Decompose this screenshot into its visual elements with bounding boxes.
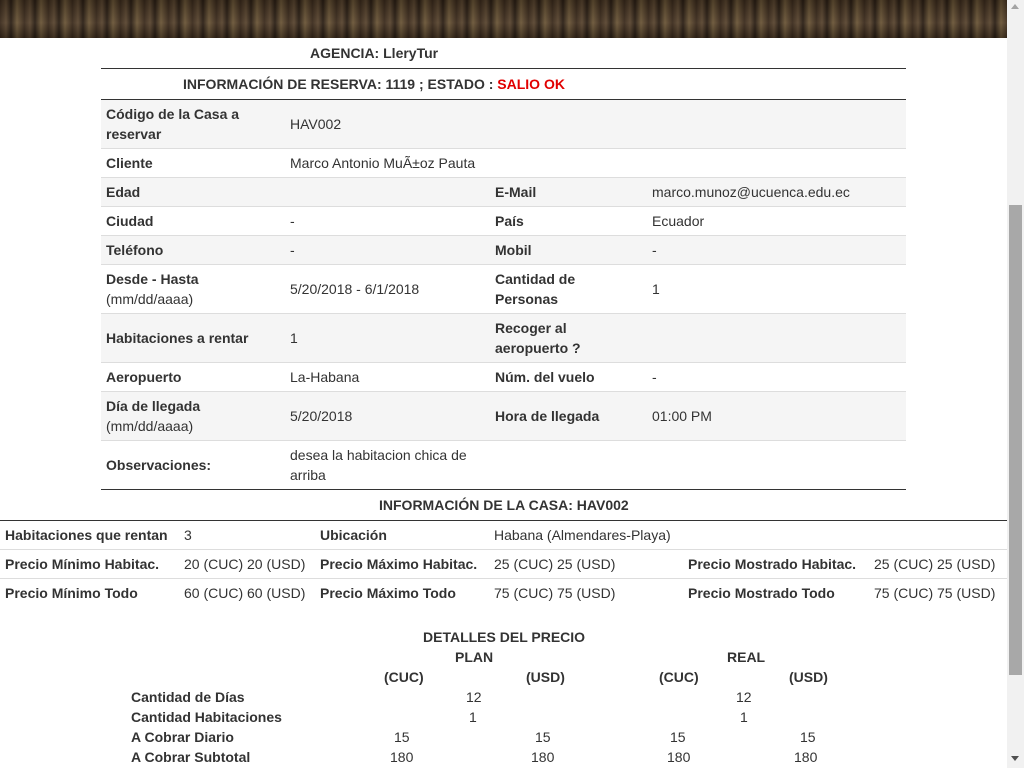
price-value: 12: [736, 689, 752, 705]
field-value: Ecuador: [647, 207, 906, 236]
field-value: 5/20/2018: [285, 392, 490, 441]
field-value: Marco Antonio MuÃ±oz Pauta: [285, 149, 906, 178]
field-label: Hora de llegada: [490, 392, 647, 441]
price-value: 180: [531, 749, 555, 765]
price-value: 1: [469, 709, 477, 725]
field-value: -: [647, 236, 906, 265]
real-cuc-header: (CUC): [659, 669, 699, 685]
price-row-label: A Cobrar Subtotal: [131, 749, 251, 765]
real-usd-header: (USD): [789, 669, 828, 685]
field-sublabel: (mm/dd/aaaa): [106, 291, 194, 307]
plan-usd-header: (USD): [526, 669, 565, 685]
field-value: [285, 178, 490, 207]
field-label: Precio Mínimo Habitac.: [0, 550, 179, 579]
table-row: [101, 265, 906, 314]
field-value: 20 (CUC) 20 (USD): [179, 550, 315, 579]
scrollbar-thumb[interactable]: [1009, 205, 1022, 675]
price-value: 180: [667, 749, 691, 765]
field-label: Ciudad: [101, 207, 285, 236]
table-row: [0, 579, 1007, 608]
field-label: [101, 392, 285, 441]
table-row: [0, 550, 1007, 579]
price-value: 180: [794, 749, 818, 765]
field-label-text: Desde - Hasta: [106, 271, 199, 287]
field-value: 25 (CUC) 25 (USD): [489, 550, 683, 579]
reservation-table: [101, 100, 906, 489]
vertical-scrollbar[interactable]: [1007, 0, 1024, 768]
field-label: E-Mail: [490, 178, 647, 207]
field-label: Precio Máximo Todo: [315, 579, 489, 608]
field-value: 1: [647, 265, 906, 314]
table-row: [0, 521, 1007, 550]
reservation-title-prefix: INFORMACIÓN DE RESERVA: 1119 ; ESTADO :: [183, 76, 494, 92]
field-label: Observaciones:: [101, 441, 285, 490]
field-label: Cliente: [101, 149, 285, 178]
field-value: 1: [285, 314, 490, 363]
price-row-label: Cantidad de Días: [131, 689, 245, 705]
field-label: Habitaciones que rentan: [5, 527, 168, 543]
plan-cuc-header: (CUC): [384, 669, 424, 685]
table-row: [101, 178, 906, 207]
field-label: Cantidad de Personas: [490, 265, 647, 314]
field-label: Precio Mostrado Todo: [683, 579, 869, 608]
field-sublabel: (mm/dd/aaaa): [106, 418, 194, 434]
field-value: La-Habana: [285, 363, 490, 392]
field-value: [647, 314, 906, 363]
table-row: [101, 392, 906, 441]
status-badge: SALIO OK: [497, 76, 565, 92]
reservation-title: [183, 76, 565, 92]
field-label-text: Día de llegada: [106, 398, 201, 414]
field-label: Recoger al aeropuerto ?: [490, 314, 647, 363]
field-value: desea la habitacion chica de arriba: [285, 441, 490, 490]
field-value: 75 (CUC) 75 (USD): [489, 579, 683, 608]
field-value: -: [285, 207, 490, 236]
field-value: marco.munoz@ucuenca.edu.ec: [647, 178, 906, 207]
price-value: 15: [670, 729, 686, 745]
field-label: Precio Mínimo Todo: [0, 579, 179, 608]
agency-label: AGENCIA:: [310, 45, 380, 61]
field-label: Mobil: [490, 236, 647, 265]
field-label: Código de la Casa a reservar: [101, 100, 285, 149]
table-row: [101, 236, 906, 265]
empty-cell: [490, 441, 906, 490]
table-row: [101, 363, 906, 392]
field-label: Ubicación: [320, 527, 387, 543]
house-table: [0, 521, 1007, 607]
price-value: 15: [394, 729, 410, 745]
price-value: 1: [740, 709, 748, 725]
field-label: Aeropuerto: [101, 363, 285, 392]
field-label: Habitaciones a rentar: [101, 314, 285, 363]
field-label: Núm. del vuelo: [490, 363, 647, 392]
real-header: REAL: [727, 649, 766, 665]
price-row-label: A Cobrar Diario: [131, 729, 234, 745]
field-value: Habana (Almendares-Playa): [494, 527, 671, 543]
house-title: INFORMACIÓN DE LA CASA: HAV002: [379, 497, 629, 513]
plan-header: PLAN: [455, 649, 494, 665]
field-value: -: [285, 236, 490, 265]
table-row: [101, 100, 906, 149]
field-label: Edad: [101, 178, 285, 207]
table-row: [101, 207, 906, 236]
divider: [101, 68, 906, 69]
agency-value: LleryTur: [383, 45, 439, 61]
agency-line: [310, 45, 438, 61]
field-value: 60 (CUC) 60 (USD): [179, 579, 315, 608]
field-label: Precio Mostrado Habitac.: [683, 550, 869, 579]
price-value: 15: [535, 729, 551, 745]
divider: [101, 489, 906, 490]
table-row: [101, 441, 906, 490]
field-value: 5/20/2018 - 6/1/2018: [285, 265, 490, 314]
scroll-up-arrow-icon[interactable]: [1011, 4, 1019, 9]
header-banner-image: [0, 0, 1007, 38]
field-label: Precio Máximo Habitac.: [315, 550, 489, 579]
field-label: [101, 265, 285, 314]
scroll-down-arrow-icon[interactable]: [1011, 756, 1019, 761]
price-value: 180: [390, 749, 414, 765]
field-value: -: [647, 363, 906, 392]
field-value: 01:00 PM: [647, 392, 906, 441]
price-row-label: Cantidad Habitaciones: [131, 709, 282, 725]
field-label: Teléfono: [101, 236, 285, 265]
price-value: 12: [466, 689, 482, 705]
field-value: 75 (CUC) 75 (USD): [869, 579, 1007, 608]
table-row: [101, 149, 906, 178]
price-title: DETALLES DEL PRECIO: [423, 629, 586, 645]
field-value: 25 (CUC) 25 (USD): [869, 550, 1007, 579]
field-label: País: [490, 207, 647, 236]
field-value: HAV002: [285, 100, 906, 149]
price-value: 15: [800, 729, 816, 745]
field-value: 3: [184, 527, 192, 543]
table-row: [101, 314, 906, 363]
